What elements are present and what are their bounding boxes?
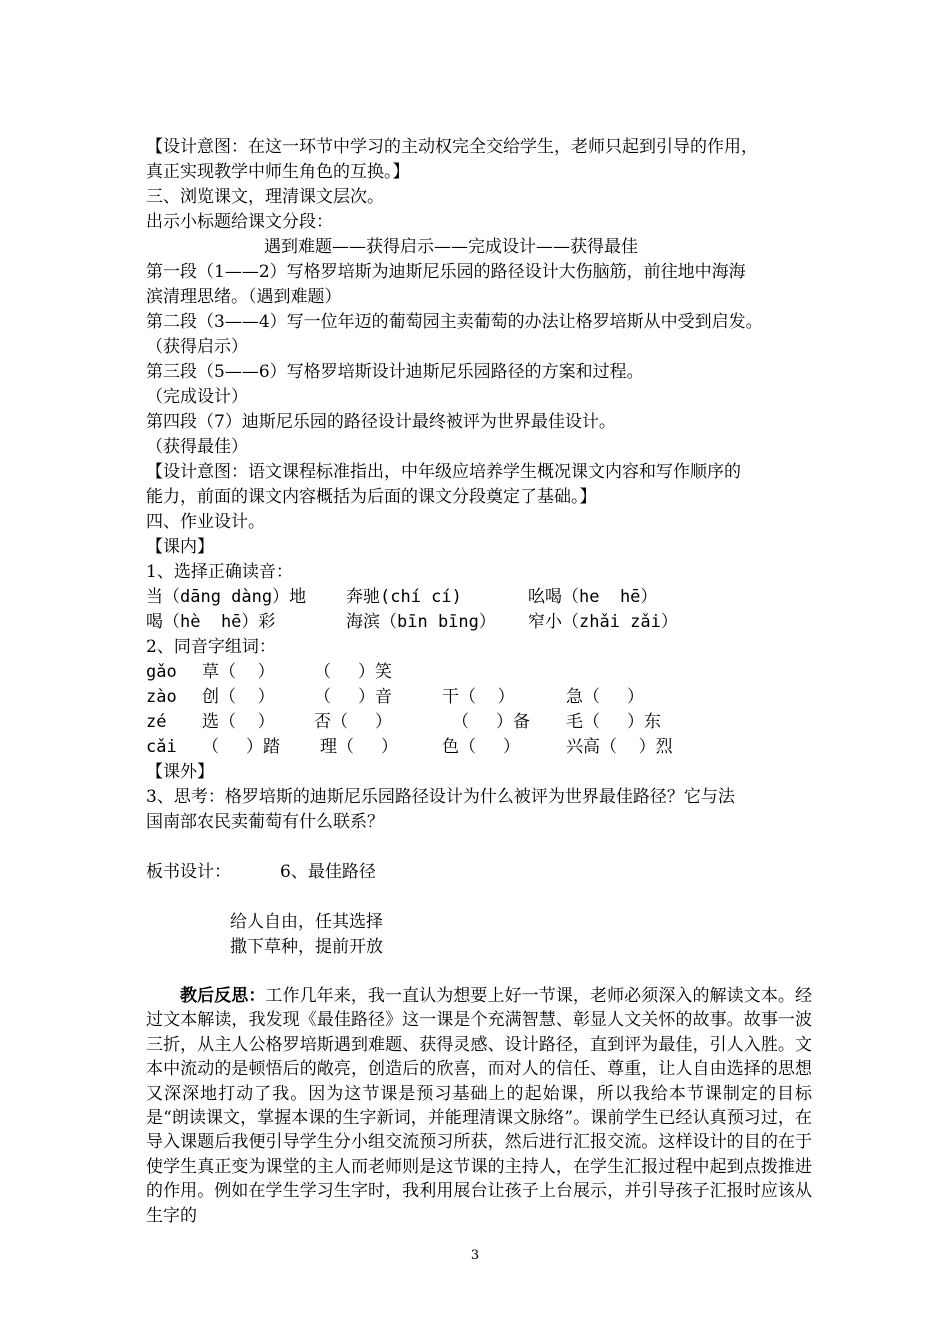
- pinyin-item: 当（dāng dàng）地: [146, 587, 307, 607]
- board-design-title: 6、最佳路径: [280, 862, 376, 882]
- reflection-paragraph: [146, 984, 812, 1228]
- homophone-blank: 色（ ）: [442, 737, 521, 757]
- homophone-blank: （ ）音: [314, 687, 393, 707]
- homophone-blank: 理（ ）: [320, 737, 399, 757]
- homophone-blank: （ ）笑: [314, 662, 393, 682]
- exercise-one-title: 1、选择正确读音：: [146, 562, 293, 582]
- design-intent-1-line2: 真正实现教学中师生角色的互换。】: [146, 162, 410, 182]
- homophone-blank: 毛（ ）东: [566, 712, 662, 732]
- subtitle-intro: 出示小标题给课文分段：: [146, 212, 333, 232]
- homophone-pinyin: zé: [146, 712, 167, 732]
- exercise-three-line2: 国南部农民卖葡萄有什么联系？: [146, 812, 384, 832]
- pinyin-item: 喝（hè hē）彩: [146, 612, 276, 632]
- homophone-blank: 兴高（ ）烈: [566, 737, 673, 757]
- homophone-pinyin: zào: [146, 687, 177, 707]
- pinyin-item: 吆喝（he hē）: [528, 587, 658, 607]
- pinyin-item: 窄小（zhǎi zǎi）: [528, 612, 678, 632]
- homophone-blank: 干（ ）: [442, 687, 515, 707]
- board-design-line2: 撒下草种，提前开放: [230, 937, 383, 957]
- homophone-pinyin: gǎo: [146, 662, 177, 682]
- reflection-label: 教后反思：: [180, 986, 266, 1006]
- paragraph-four-line1: 第四段（7）迪斯尼乐园的路径设计最终被评为世界最佳设计。: [146, 412, 616, 432]
- pinyin-item: 奔驰(chí cí): [346, 587, 462, 607]
- homophone-blank: 否（ ）: [314, 712, 393, 732]
- design-intent-2-line1: 【设计意图：语文课程标准指出，中年级应培养学生概况课文内容和写作顺序的: [146, 462, 741, 482]
- reflection-text: 工作几年来，我一直认为想要上好一节课，老师必须深入的解读文本。经过文本解读，我发现《最佳路径》这一课是个充满智慧、彰显人文关怀的故事。故事一波三折，从主人公格罗培斯遇到难题、获得灵感、设计路径，直到评为最佳，引人入胜。文本中流动的是顿悟后的敞亮，创造后的欣喜，而对人的信任、尊重，让人自由选择的思想又深深地打动了我。因为这节课是预习基础上的起始课，所以我给本节课制定的目标是“朗读课文，掌握本课的生字新词，并能理清课文脉络”。课前学生已经认真预习过，在导入课题后我便引导学生分小组交流预习所获，然后进行汇报交流。这样设计的目的在于使学生真正变为课堂的主人而老师则是这节课的主持人，在学生汇报过程中起到点拨推进的作用。例如在学生学习生字时，我利用展台让孩子上台展示，并引导孩子汇报时应该从生字的: [146, 986, 813, 1226]
- homophone-pinyin: cǎi: [146, 737, 177, 757]
- homophone-blank: 选（ ）: [202, 712, 275, 732]
- exercise-three-line1: 3、思考：格罗培斯的迪斯尼乐园路径设计为什么被评为世界最佳路径？它与法: [146, 787, 735, 807]
- board-design-label: 板书设计：: [146, 862, 231, 882]
- design-intent-1-line1: 【设计意图：在这一环节中学习的主动权完全交给学生，老师只起到引导的作用，: [146, 137, 758, 157]
- out-of-class-heading: 【课外】: [146, 762, 214, 782]
- paragraph-one-line2: 滨清理思绪。（遇到难题）: [146, 287, 342, 307]
- design-intent-2-line2: 能力，前面的课文内容概括为后面的课文分段奠定了基础。】: [146, 487, 597, 507]
- board-design-line1: 给人自由，任其选择: [230, 912, 383, 932]
- section-three-heading: 三、浏览课文，理清课文层次。: [146, 187, 384, 207]
- homophone-blank: 创（ ）: [202, 687, 275, 707]
- paragraph-two-line2: （获得启示）: [146, 337, 248, 357]
- paragraph-two-line1: 第二段（3——4）写一位年迈的葡萄园主卖葡萄的办法让格罗培斯从中受到启发。: [146, 312, 763, 332]
- subtitle-sequence: 遇到难题——获得启示——完成设计——获得最佳: [264, 237, 638, 257]
- paragraph-four-line2: （获得最佳）: [146, 437, 248, 457]
- section-four-heading: 四、作业设计。: [146, 512, 265, 532]
- homophone-blank: （ ）备: [452, 712, 531, 732]
- homophone-blank: （ ）踏: [202, 737, 281, 757]
- exercise-two-title: 2、同音字组词：: [146, 637, 276, 657]
- paragraph-three-line1: 第三段（5——6）写格罗培斯设计迪斯尼乐园路径的方案和过程。: [146, 362, 644, 382]
- in-class-heading: 【课内】: [146, 537, 214, 557]
- homophone-blank: 草（ ）: [202, 662, 275, 682]
- paragraph-three-line2: （完成设计）: [146, 387, 248, 407]
- paragraph-one-line1: 第一段（1——2）写格罗培斯为迪斯尼乐园的路径设计大伤脑筋，前往地中海海: [146, 262, 746, 282]
- homophone-blank: 急（ ）: [566, 687, 645, 707]
- pinyin-item: 海滨（bīn bīng）: [346, 612, 496, 632]
- page-number: 3: [470, 1248, 480, 1263]
